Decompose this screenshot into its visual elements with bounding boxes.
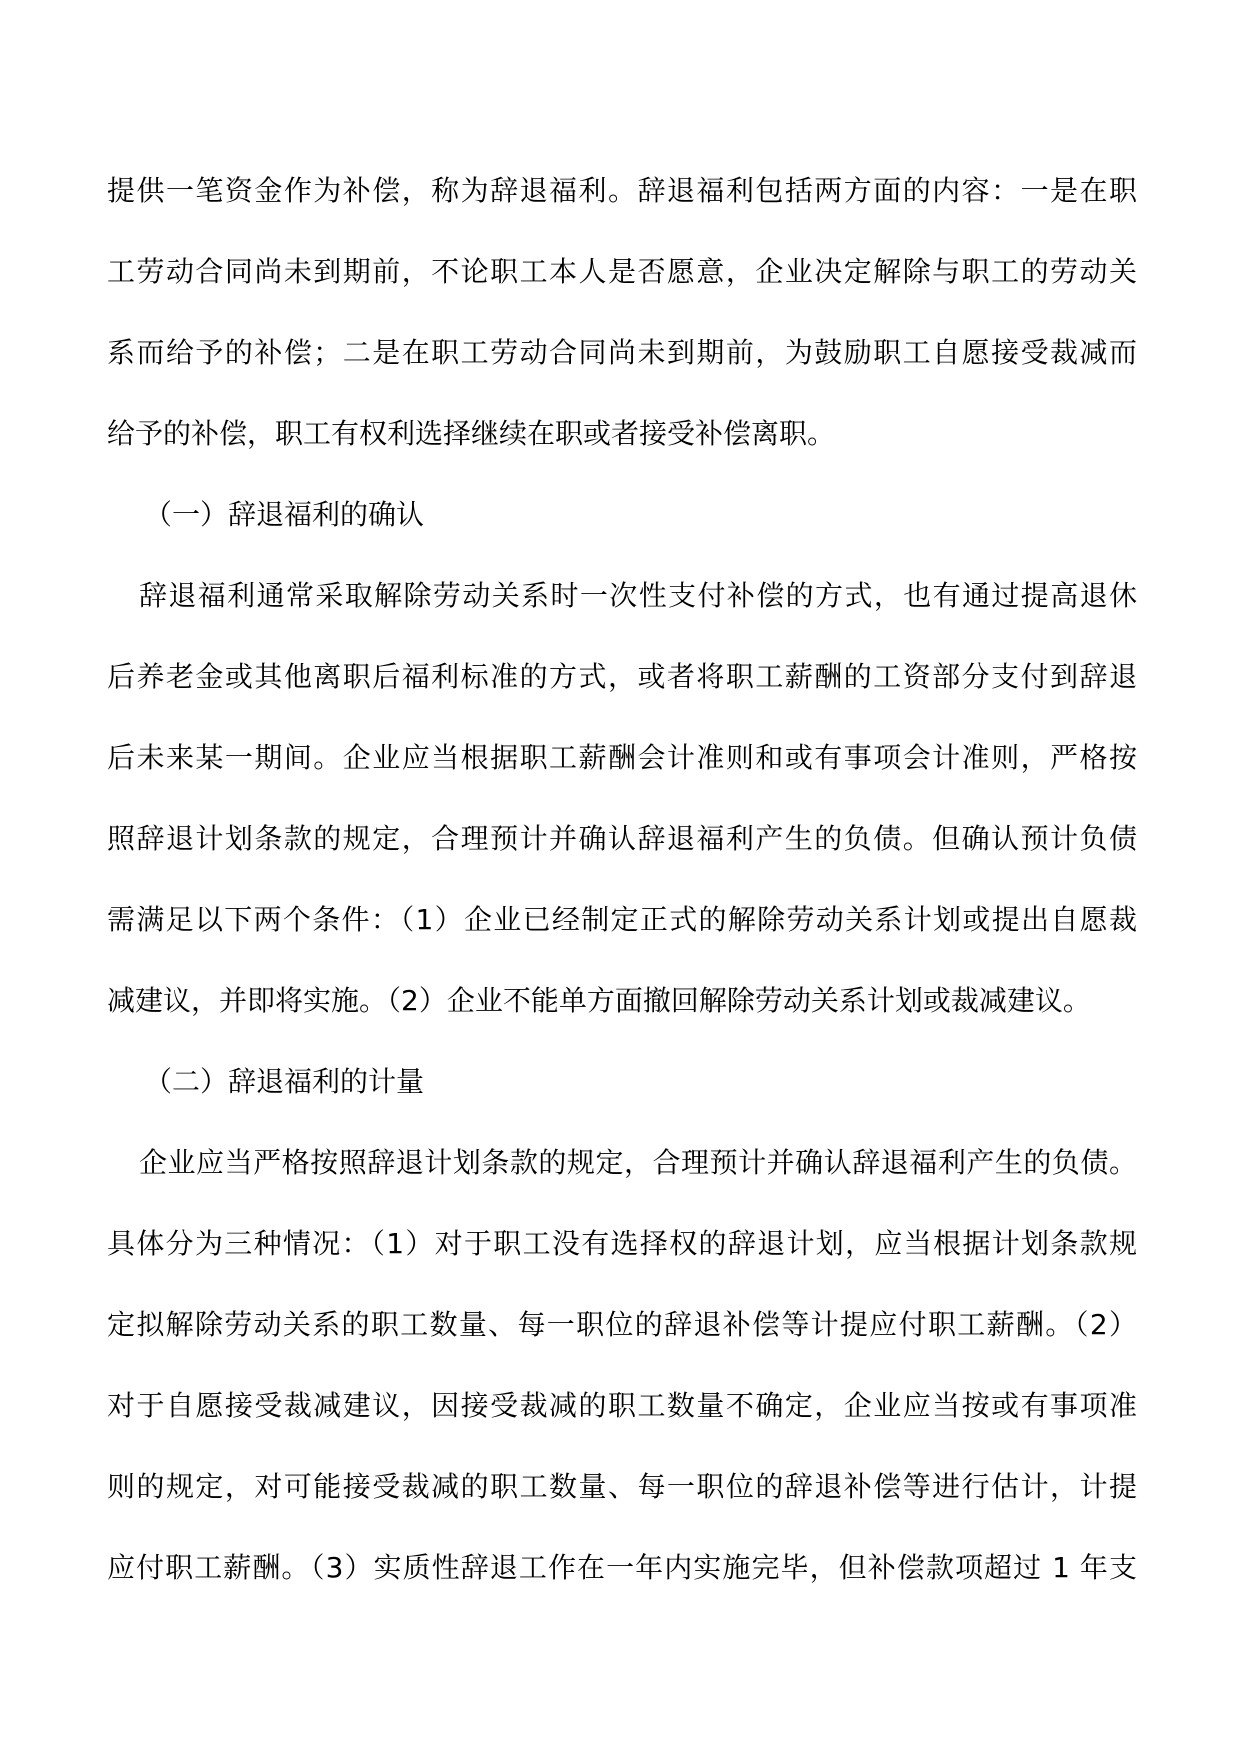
paragraph-intro (107, 150, 1137, 474)
text-line: 企业应当严格按照辞退计划条款的规定，合理预计并确认辞退福利产生的负债。 (139, 1146, 1137, 1179)
text-line: 应付职工薪酬。（3）实质性辞退工作在一年内实施完毕，但补偿款项超过 1 年支 (107, 1551, 1137, 1584)
text-line: 辞退福利通常采取解除劳动关系时一次性支付补偿的方式，也有通过提高退休 (139, 579, 1137, 612)
text-line: 给予的补偿，职工有权利选择继续在职或者接受补偿离职。 (107, 417, 836, 450)
text-line: 提供一笔资金作为补偿，称为辞退福利。辞退福利包括两方面的内容：一是在职 (107, 174, 1137, 207)
text-line: 照辞退计划条款的规定，合理预计并确认辞退福利产生的负债。但确认预计负债 (107, 822, 1137, 855)
text-line: 后未来某一期间。企业应当根据职工薪酬会计准则和或有事项会计准则，严格按 (107, 741, 1137, 774)
text-line: 后养老金或其他离职后福利标准的方式，或者将职工薪酬的工资部分支付到辞退 (107, 660, 1137, 693)
text-line: 需满足以下两个条件：（1）企业已经制定正式的解除劳动关系计划或提出自愿裁 (107, 903, 1137, 936)
paragraph-measurement (107, 1122, 1137, 1608)
paragraph-recognition (107, 555, 1137, 1041)
text-line: 则的规定，对可能接受裁减的职工数量、每一职位的辞退补偿等进行估计，计提 (107, 1470, 1137, 1503)
text-line: 对于自愿接受裁减建议，因接受裁减的职工数量不确定，企业应当按或有事项准 (107, 1389, 1137, 1422)
section-heading-recognition: （一）辞退福利的确认 (144, 498, 425, 531)
text-line: 工劳动合同尚未到期前，不论职工本人是否愿意，企业决定解除与职工的劳动关 (107, 255, 1137, 288)
text-line: 具体分为三种情况：（1）对于职工没有选择权的辞退计划，应当根据计划条款规 (107, 1227, 1137, 1260)
text-line: 系而给予的补偿；二是在职工劳动合同尚未到期前，为鼓励职工自愿接受裁减而 (107, 336, 1137, 369)
text-line: 减建议，并即将实施。（2）企业不能单方面撤回解除劳动关系计划或裁减建议。 (107, 984, 1091, 1017)
text-line: 定拟解除劳动关系的职工数量、每一职位的辞退补偿等计提应付职工薪酬。（2） (107, 1308, 1137, 1341)
section-heading-measurement: （二）辞退福利的计量 (144, 1065, 425, 1098)
document-body (107, 150, 1137, 1608)
